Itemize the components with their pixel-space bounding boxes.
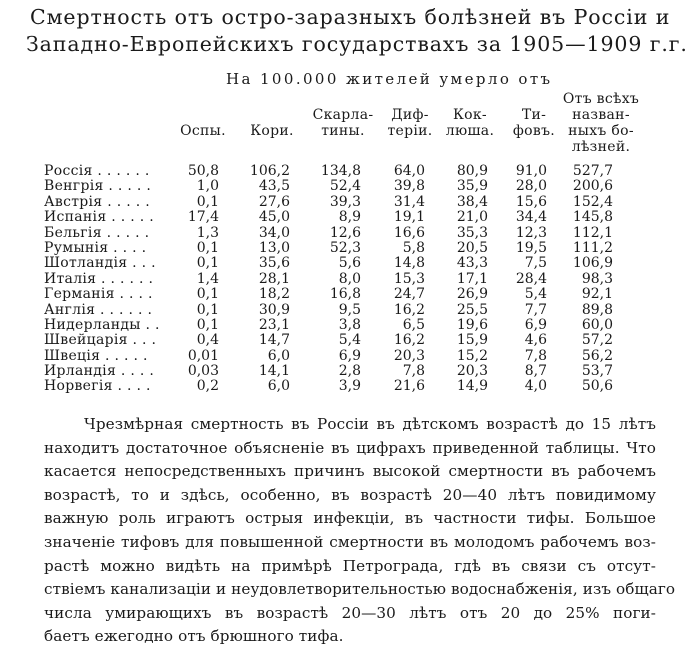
table-cell: 21,0 [456, 209, 488, 226]
table-cell: 152,4 [572, 193, 613, 210]
table-cell: 106,2 [249, 163, 290, 179]
table-cell: 6,0 [267, 378, 290, 395]
country-name: Норвегiя . . . . [44, 378, 151, 395]
table-cell: 17,4 [187, 209, 219, 226]
table-cell: 5,6 [338, 255, 361, 272]
table-cell: 4,6 [524, 332, 547, 349]
table-cell: 8,0 [338, 270, 361, 287]
table-cell: 43,5 [258, 178, 290, 195]
table-cell: 9,5 [338, 301, 361, 318]
table-cell: 28,4 [515, 270, 547, 287]
table-row [0, 241, 700, 256]
table-cell: 15,2 [456, 347, 488, 364]
table-cell: 6,9 [338, 347, 361, 364]
table-cell: 7,8 [524, 347, 547, 364]
body-paragraph [44, 413, 676, 649]
table-cell: 60,0 [581, 316, 613, 333]
table-cell: 18,2 [258, 286, 290, 303]
table-cell: 20,3 [456, 363, 488, 380]
country-name: Швецiя . . . . . [44, 347, 148, 364]
table-row [0, 272, 700, 287]
table-cell: 89,8 [581, 301, 613, 318]
table-cell: 16,6 [393, 224, 425, 241]
table-cell: 1,0 [196, 178, 219, 195]
table-row [0, 349, 700, 364]
table-cell: 7,7 [524, 301, 547, 318]
table-cell: 43,3 [456, 255, 488, 272]
table-cell: 106,9 [572, 255, 613, 272]
table-cell: 56,2 [581, 347, 613, 364]
table-row [0, 333, 700, 348]
table-cell: 0,2 [196, 378, 219, 395]
table-cell: 26,9 [456, 286, 488, 303]
table-cell: 6,9 [524, 316, 547, 333]
table-cell: 111,2 [572, 239, 613, 256]
table-cell: 20,5 [456, 239, 488, 256]
table-row [0, 179, 700, 194]
table-cell: 80,9 [456, 163, 488, 179]
table-cell: 3,9 [338, 378, 361, 395]
table-cell: 35,9 [456, 178, 488, 195]
table-cell: 98,3 [581, 270, 613, 287]
table-cell: 27,6 [258, 193, 290, 210]
paragraph-line: находитъ достаточное объясненiе въ цифрахъ приведенной таблицы. Что [44, 438, 656, 457]
table-cell: 6,5 [402, 316, 425, 333]
paragraph-line: баетъ ежегодно отъ брюшного тифа. [44, 627, 344, 646]
table-row [0, 256, 700, 271]
table-cell: 64,0 [393, 163, 425, 179]
table-cell: 14,8 [393, 255, 425, 272]
table-cell: 15,6 [515, 193, 547, 210]
table-cell: 8,7 [524, 363, 547, 380]
table-cell: 34,4 [515, 209, 547, 226]
table-cell: 5,8 [402, 239, 425, 256]
table-cell: 52,3 [329, 239, 361, 256]
table-cell: 7,5 [524, 255, 547, 272]
table-cell: 38,4 [456, 193, 488, 210]
table-cell: 23,1 [258, 316, 290, 333]
paragraph-line: растѣ можно видѣть на примѣрѣ Петрограда, гдѣ въ связи съ отсут- [44, 556, 656, 575]
table-cell: 134,8 [320, 163, 361, 179]
table-cell: 13,0 [258, 239, 290, 256]
title-line-1: Смертность отъ остро-заразныхъ болѣзней въ Россiи и [30, 5, 671, 29]
table-row [0, 195, 700, 210]
country-name: Шотландiя . . . [44, 255, 156, 272]
table-cell: 0,01 [187, 347, 219, 364]
table-cell: 15,3 [393, 270, 425, 287]
table-cell: 39,3 [329, 193, 361, 210]
country-name: Австрiя . . . . . [44, 193, 150, 210]
column-header: Скарла- тины. [312, 107, 374, 139]
table-cell: 28,1 [258, 270, 290, 287]
table-cell: 12,3 [515, 224, 547, 241]
table-cell: 0,1 [196, 301, 219, 318]
table-cell: 14,9 [456, 378, 488, 395]
table-cell: 7,8 [402, 363, 425, 380]
table-cell: 25,5 [456, 301, 488, 318]
table-cell: 2,8 [338, 363, 361, 380]
table-cell: 50,8 [187, 163, 219, 179]
table-cell: 1,3 [196, 224, 219, 241]
document-title [26, 4, 688, 58]
table-row [0, 379, 700, 394]
table-cell: 0,03 [187, 363, 219, 380]
table-cell: 0,1 [196, 255, 219, 272]
table-cell: 16,8 [329, 286, 361, 303]
country-name: Ирландiя . . . . [44, 363, 155, 380]
table-row [0, 210, 700, 225]
mortality-table [0, 164, 700, 395]
country-name: Италiя . . . . . . [44, 270, 154, 287]
table-row [0, 287, 700, 302]
table-cell: 39,8 [393, 178, 425, 195]
table-cell: 15,9 [456, 332, 488, 349]
country-name: Швейцарiя . . . [44, 332, 157, 349]
column-header: Кок- люша. [445, 107, 495, 139]
table-cell: 35,6 [258, 255, 290, 272]
paragraph-line: числа умирающихъ въ возрастѣ 20—30 лѣтъ отъ 20 до 25% поги- [44, 603, 656, 622]
table-cell: 16,2 [393, 332, 425, 349]
column-header: Кори. [250, 123, 294, 139]
table-cell: 0,4 [196, 332, 219, 349]
table-cell: 0,1 [196, 286, 219, 303]
country-name: Румынiя . . . . [44, 239, 147, 256]
table-cell: 92,1 [581, 286, 613, 303]
table-cell: 21,6 [393, 378, 425, 395]
table-cell: 6,0 [267, 347, 290, 364]
table-cell: 24,7 [393, 286, 425, 303]
table-row [0, 364, 700, 379]
table-cell: 0,1 [196, 239, 219, 256]
country-name: Германiя . . . . [44, 286, 153, 303]
table-cell: 20,3 [393, 347, 425, 364]
column-header: Диф- терiи. [387, 107, 433, 139]
table-row [0, 164, 700, 179]
table-subtitle: На 100.000 жителей умерло отъ [226, 70, 553, 88]
table-cell: 31,4 [393, 193, 425, 210]
column-header: Отъ всѣхъ назван- ныхъ бо- лѣзней. [562, 91, 640, 155]
table-cell: 16,2 [393, 301, 425, 318]
paragraph-line: Чрезмѣрная смертность въ Россiи въ дѣтскомъ возрастѣ до 15 лѣтъ [84, 415, 656, 433]
table-cell: 52,4 [329, 178, 361, 195]
table-cell: 3,8 [338, 316, 361, 333]
table-row [0, 226, 700, 241]
table-cell: 45,0 [258, 209, 290, 226]
table-cell: 5,4 [524, 286, 547, 303]
country-name: Англiя . . . . . . [44, 301, 153, 318]
table-cell: 28,0 [515, 178, 547, 195]
table-cell: 5,4 [338, 332, 361, 349]
country-name: Венгрiя . . . . . [44, 178, 152, 195]
table-cell: 19,5 [515, 239, 547, 256]
paragraph-line: значенiе тифовъ для повышенной смертности въ молодомъ рабочемъ воз- [44, 532, 656, 551]
table-cell: 14,1 [258, 363, 290, 380]
table-cell: 50,6 [581, 378, 613, 395]
table-cell: 35,3 [456, 224, 488, 241]
table-cell: 1,4 [196, 270, 219, 287]
table-cell: 0,1 [196, 193, 219, 210]
table-cell: 200,6 [572, 178, 613, 195]
country-name: Россiя . . . . . . [44, 163, 150, 179]
paragraph-line: возрастѣ, то и здѣсь, особенно, въ возрастѣ 20—40 лѣтъ повидимому [44, 485, 656, 504]
table-cell: 19,6 [456, 316, 488, 333]
column-header: Ти- фовъ. [512, 107, 556, 139]
table-cell: 91,0 [515, 163, 547, 179]
table-cell: 8,9 [338, 209, 361, 226]
country-name: Испанiя . . . . . [44, 209, 154, 226]
table-cell: 12,6 [329, 224, 361, 241]
paragraph-line: ствiемъ канализацiи и неудовлетворительностью водоснабженiя, изъ общаго [44, 580, 676, 599]
table-cell: 53,7 [581, 363, 613, 380]
table-cell: 57,2 [581, 332, 613, 349]
table-cell: 34,0 [258, 224, 290, 241]
table-row [0, 318, 700, 333]
table-cell: 112,1 [572, 224, 613, 241]
country-name: Нидерланды . . [44, 316, 160, 333]
table-cell: 0,1 [196, 316, 219, 333]
table-cell: 145,8 [572, 209, 613, 226]
table-cell: 4,0 [524, 378, 547, 395]
table-cell: 30,9 [258, 301, 290, 318]
table-cell: 14,7 [258, 332, 290, 349]
table-cell: 527,7 [572, 163, 613, 179]
paragraph-line: касается непосредственныхъ причинъ высокой смертности въ рабочемъ [44, 462, 656, 481]
table-cell: 17,1 [456, 270, 488, 287]
column-header: Оспы. [180, 123, 226, 139]
table-row [0, 303, 700, 318]
paragraph-line: важную роль играютъ острыя инфекцiи, въ частности тифы. Большое [44, 509, 656, 528]
table-cell: 19,1 [393, 209, 425, 226]
country-name: Бельгiя . . . . . [44, 224, 150, 241]
title-line-2: Западно-Европейскихъ государствахъ за 1905—1909 г.г. [26, 32, 688, 56]
